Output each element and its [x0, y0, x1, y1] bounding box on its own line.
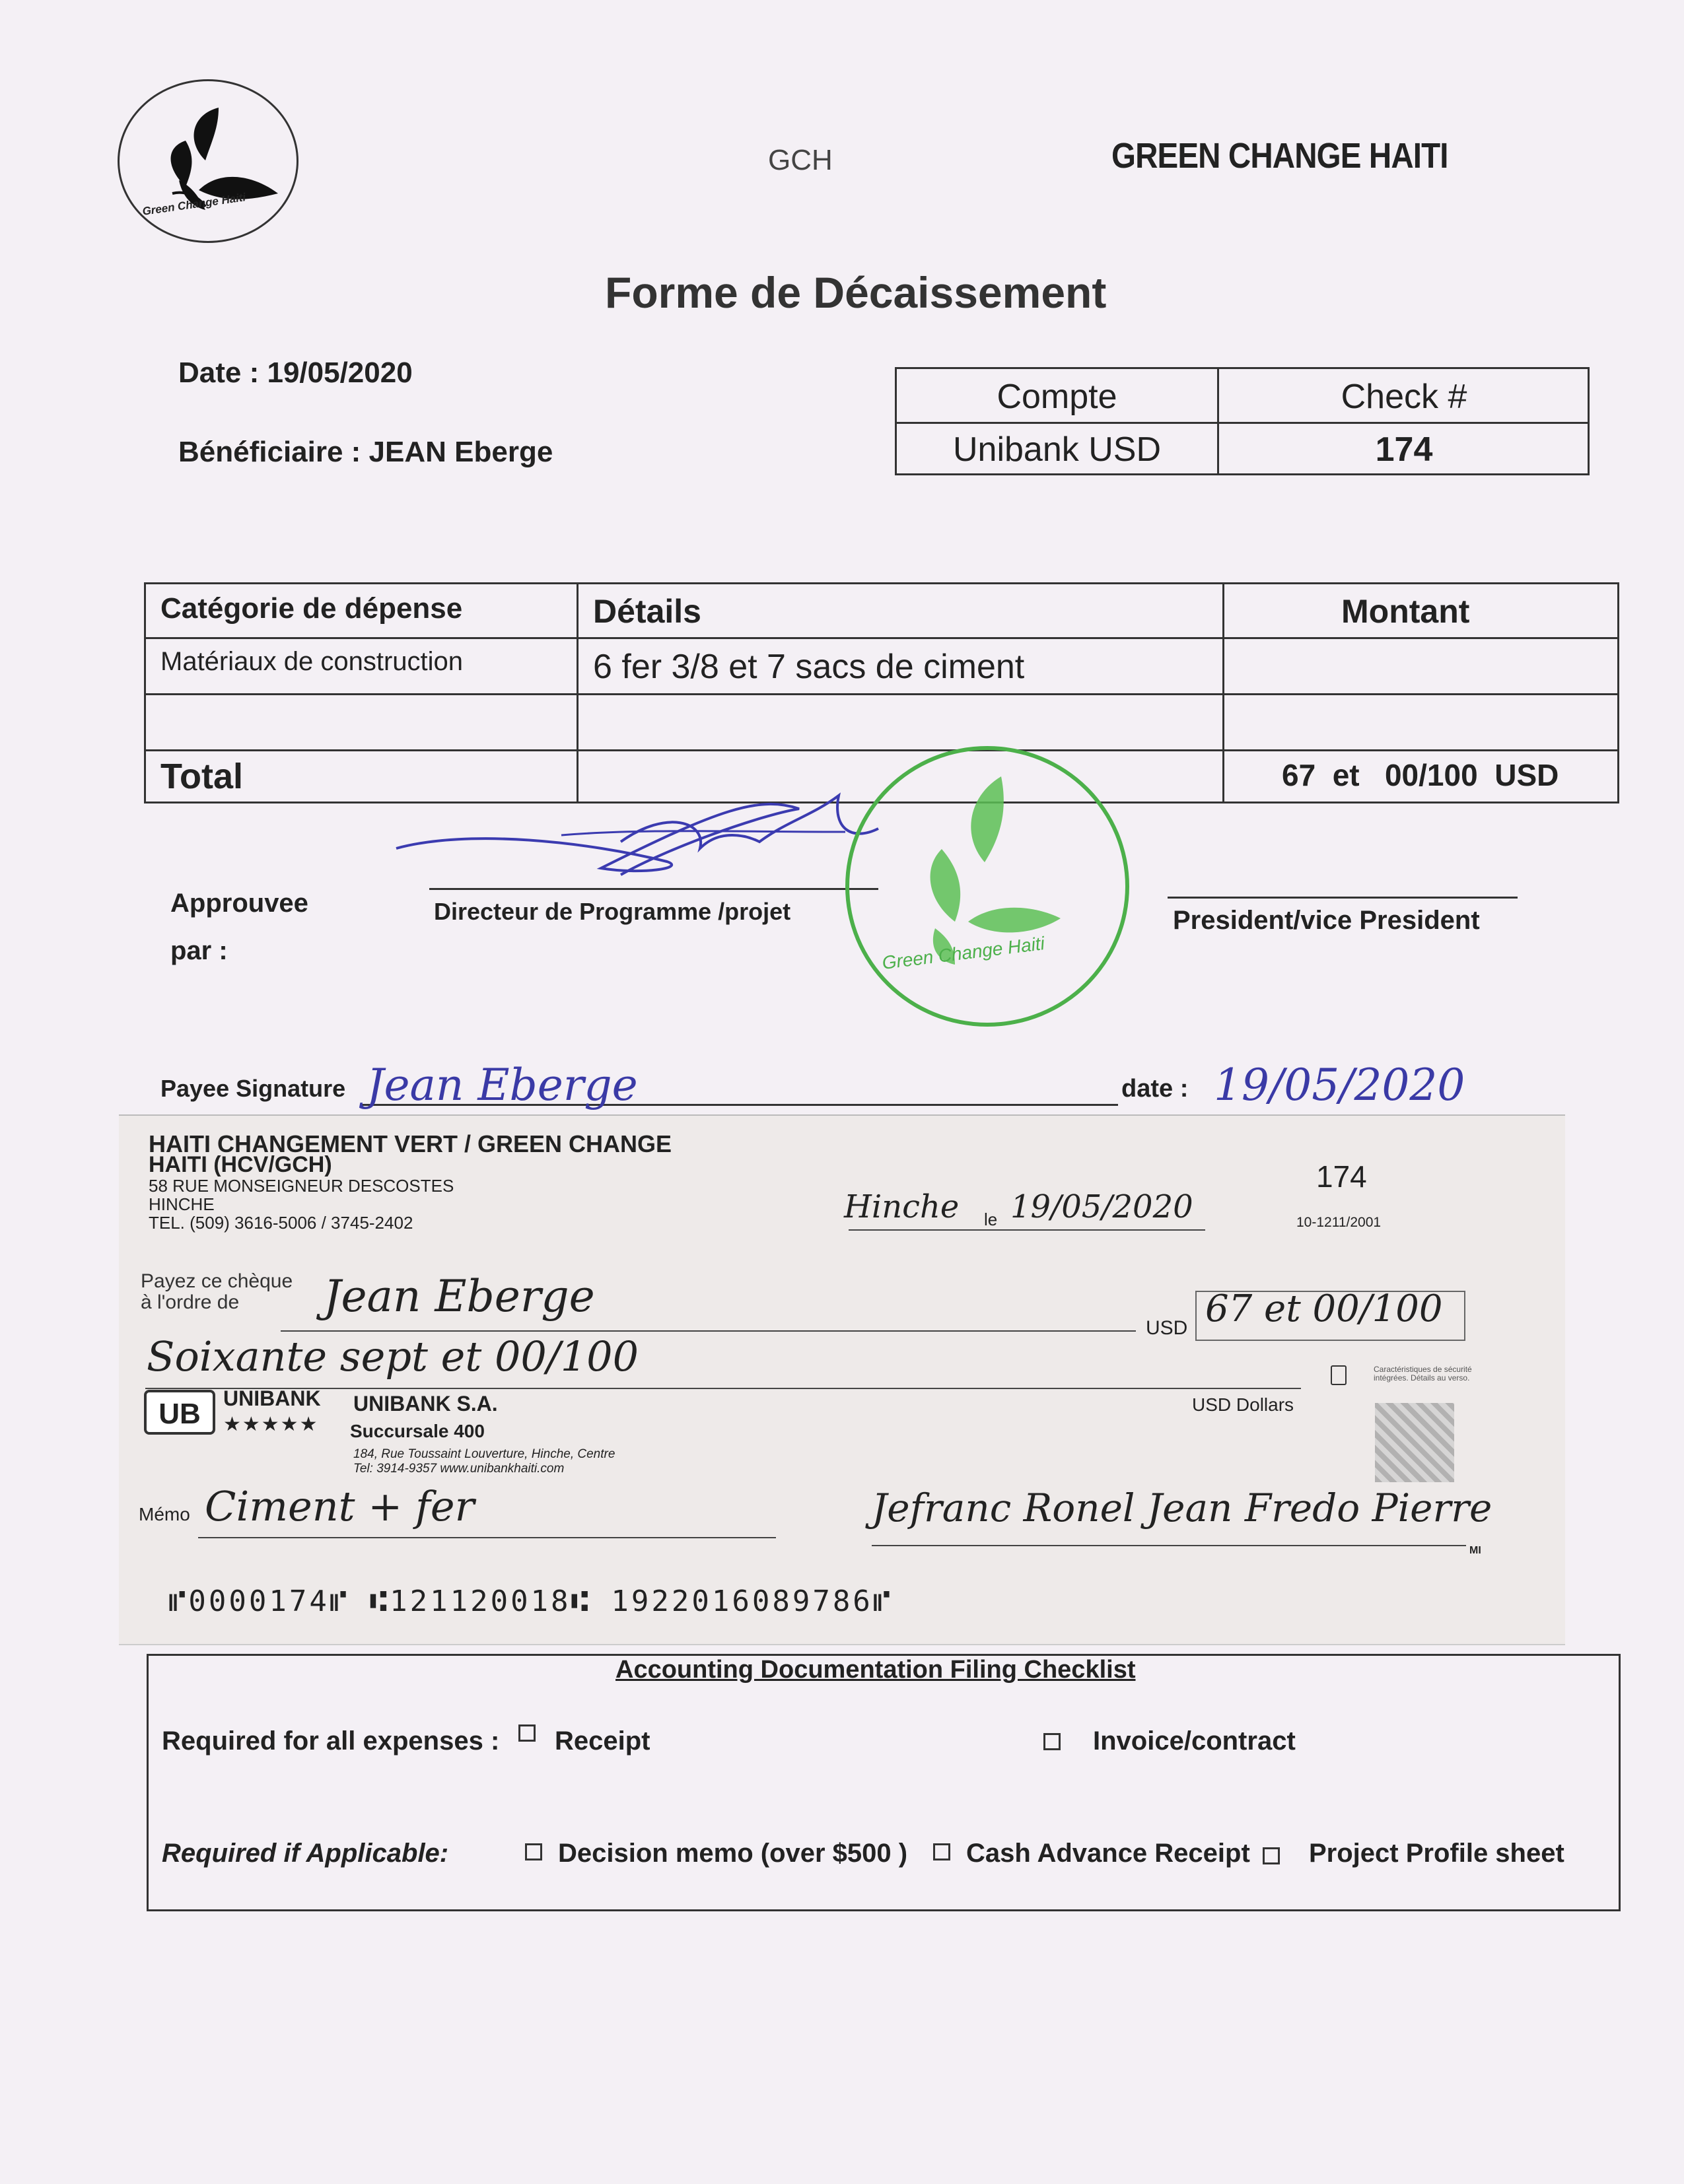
check-memo: Ciment + fer [205, 1482, 475, 1530]
form-date: Date : 19/05/2020 [178, 357, 413, 389]
receipt-checkbox[interactable] [518, 1724, 536, 1742]
check-pay-label2: à l'ordre de [141, 1291, 240, 1313]
checklist-title: Accounting Documentation Filing Checklist [615, 1656, 1136, 1684]
org-logo [118, 79, 298, 243]
cash-advance-checkbox[interactable] [933, 1843, 950, 1860]
check-payee: Jean Eberge [324, 1271, 595, 1322]
check-signature-line [872, 1545, 1466, 1546]
account-table [895, 367, 1590, 475]
lock-icon [1331, 1365, 1347, 1385]
check-memo-label: Mémo [139, 1504, 190, 1524]
check-memo-line [198, 1537, 776, 1538]
check-amount: 67 et 00/100 [1205, 1287, 1443, 1330]
logo-caption: Green Change Haiti [141, 191, 247, 218]
check-pay-label1: Payez ce chèque [141, 1270, 293, 1292]
row1-details: 6 fer 3/8 et 7 sacs de ciment [593, 648, 1025, 686]
check-phone: TEL. (509) 3616-5006 / 3745-2402 [149, 1213, 413, 1233]
account-header: Compte [997, 378, 1117, 416]
bank-address-line: 184, Rue Toussaint Louverture, Hinche, Centre [353, 1447, 615, 1461]
check-address-city: HINCHE [149, 1194, 215, 1214]
check-date: 19/05/2020 [1010, 1188, 1193, 1225]
check-le: le [984, 1210, 998, 1229]
check-city: Hinche [844, 1188, 960, 1225]
bank-branch: Succursale 400 [350, 1421, 485, 1441]
director-label: Directeur de Programme /projet [434, 898, 791, 925]
required-applicable-label: Required if Applicable: [162, 1839, 449, 1868]
check-address [149, 1177, 454, 1232]
required-all-label: Required for all expenses : [162, 1726, 500, 1756]
form-title: Forme de Décaissement [605, 268, 1107, 317]
filing-checklist [147, 1654, 1621, 1911]
president-label: President/vice President [1173, 906, 1480, 935]
payee-date: 19/05/2020 [1214, 1060, 1465, 1110]
header-short-name: GCH [768, 144, 833, 176]
total-label: Total [160, 757, 243, 796]
check-date-line [849, 1229, 1205, 1231]
decision-memo-label: Decision memo (over $500 ) [558, 1839, 908, 1868]
check-address-street: 58 RUE MONSEIGNEUR DESCOSTES [149, 1176, 454, 1196]
president-signature-line [1168, 897, 1518, 899]
header-org-name: GREEN CHANGE HAITI [1111, 136, 1448, 176]
invoice-label: Invoice/contract [1093, 1726, 1296, 1756]
check-amount-words: Soixante sept et 00/100 [147, 1332, 639, 1381]
check-usd-dollars: USD Dollars [1192, 1394, 1294, 1415]
security-pattern [1375, 1403, 1454, 1482]
stamp-caption: Green Change Haiti [880, 933, 1046, 973]
decision-memo-checkbox[interactable] [525, 1843, 542, 1860]
payee-date-label: date : [1121, 1075, 1189, 1103]
check-signatures: Jefranc Ronel Jean Fredo Pierre [872, 1485, 1492, 1530]
check-payee-line [281, 1330, 1136, 1332]
row1-category: Matériaux de construction [160, 647, 464, 676]
project-profile-checkbox[interactable] [1263, 1847, 1280, 1864]
green-leaf-icon [849, 750, 1125, 1023]
form-beneficiary: Bénéficiaire : JEAN Eberge [178, 436, 553, 468]
bank-logo: UB [144, 1390, 215, 1435]
invoice-checkbox[interactable] [1043, 1733, 1061, 1750]
account-value: Unibank USD [952, 430, 1162, 469]
bank-stars: ★★★★★ [223, 1414, 319, 1435]
check-org-line2: HAITI (HCV/GCH) [149, 1152, 332, 1177]
cash-advance-label: Cash Advance Receipt [966, 1839, 1250, 1868]
check-currency: USD [1146, 1317, 1188, 1339]
approved-by-label: Approuvee par : [170, 889, 308, 965]
check-org-line1: HAITI CHANGEMENT VERT / GREEN CHANGE [149, 1130, 672, 1157]
check-number-header: Check # [1341, 378, 1467, 416]
bank-address [353, 1447, 615, 1476]
bank-contact-line: Tel: 3914-9357 www.unibankhaiti.com [353, 1462, 565, 1476]
payee-signature: Jean Eberge [367, 1060, 638, 1110]
amount-header: Montant [1341, 593, 1470, 630]
check-number-value: 174 [1375, 430, 1433, 469]
check-routing: 10-1211/2001 [1296, 1215, 1382, 1230]
receipt-label: Receipt [555, 1726, 650, 1756]
category-header: Catégorie de dépense [160, 592, 463, 625]
details-header: Détails [593, 593, 701, 630]
check-pay-to-label [141, 1271, 293, 1313]
project-profile-label: Project Profile sheet [1309, 1839, 1564, 1868]
total-value: 67 et 00/100 USD [1282, 758, 1559, 792]
bank-sa: UNIBANK S.A. [353, 1392, 498, 1416]
bank-name: UNIBANK [223, 1386, 321, 1410]
check-number: 174 [1316, 1159, 1367, 1194]
check-micr-line: ⑈0000174⑈ ⑆121120018⑆ 1922016089786⑈ [168, 1585, 894, 1618]
check-mi: MI [1469, 1545, 1481, 1556]
payee-signature-label: Payee Signature [160, 1075, 346, 1102]
org-stamp [845, 746, 1129, 1027]
check-security-text: Caractéristiques de sécurité intégrées. Détails au verso. [1374, 1365, 1472, 1382]
